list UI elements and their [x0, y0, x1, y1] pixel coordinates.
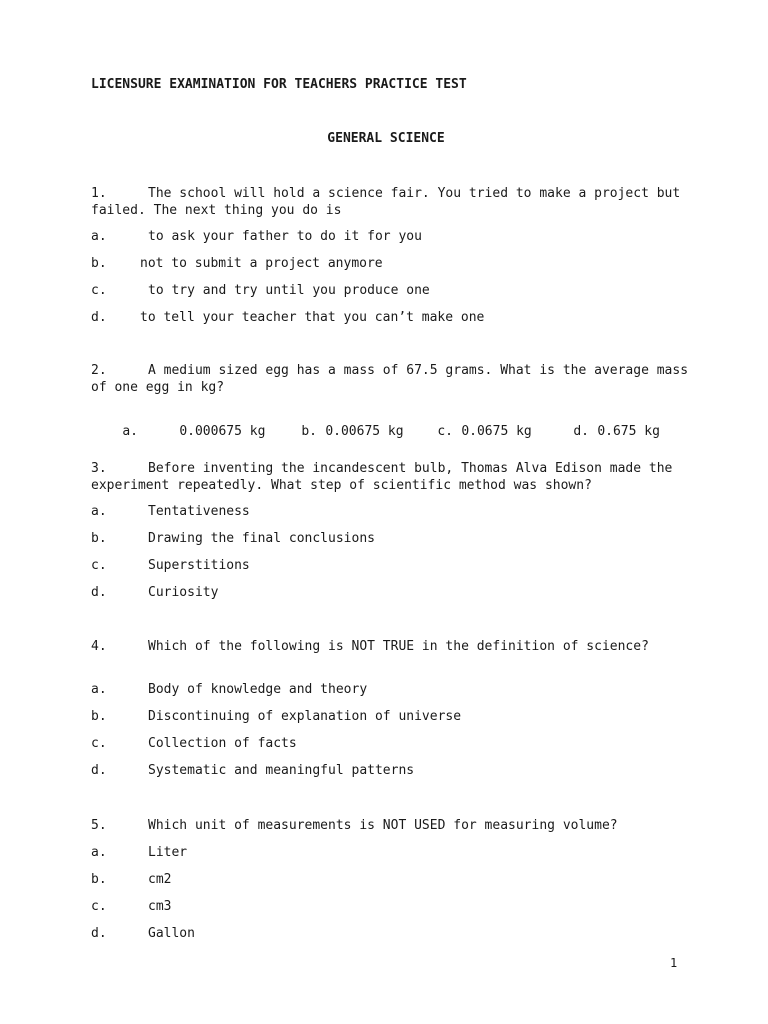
- option-text: to ask your father to do it for you: [148, 229, 422, 244]
- option-letter: a.: [91, 229, 107, 244]
- option-text: Superstitions: [148, 558, 250, 573]
- option-4c: [91, 735, 297, 752]
- option-letter: b.: [91, 256, 107, 271]
- option-text: Discontinuing of explanation of universe: [148, 709, 462, 724]
- option-text: cm2: [148, 872, 172, 887]
- option-text: Tentativeness: [148, 504, 250, 519]
- option-text: 0.00675 kg: [325, 424, 404, 439]
- option-4b: [91, 708, 461, 725]
- question-text: The school will hold a science fair. You tried to make a project but failed. The next thing you do is: [91, 186, 681, 218]
- option-1b: [91, 255, 383, 272]
- question-3: [91, 460, 691, 494]
- options-row-2: [91, 406, 660, 457]
- question-number: 1.: [91, 186, 107, 201]
- option-letter: c.: [91, 899, 107, 914]
- question-4: [91, 638, 691, 655]
- page-number: 1: [670, 956, 678, 970]
- option-text: Body of knowledge and theory: [148, 682, 368, 697]
- option-5a: [91, 844, 187, 861]
- question-2: [91, 362, 691, 396]
- option-letter: b.: [91, 872, 107, 887]
- option-letter: d.: [91, 310, 107, 325]
- section-title: GENERAL SCIENCE: [327, 131, 445, 146]
- option-3d: [91, 584, 218, 601]
- option-1a: [91, 228, 422, 245]
- option-5d: [91, 925, 195, 942]
- option-letter: c.: [91, 558, 107, 573]
- option-letter: c.: [437, 424, 453, 439]
- question-text: A medium sized egg has a mass of 67.5 grams. What is the average mass of one egg in kg?: [91, 363, 689, 395]
- question-number: 3.: [91, 461, 107, 476]
- option-letter: d.: [91, 585, 107, 600]
- option-letter: a.: [91, 845, 107, 860]
- option-text: Gallon: [148, 926, 195, 941]
- option-letter: c.: [91, 283, 107, 298]
- question-text: Before inventing the incandescent bulb, Thomas Alva Edison made the experiment repeatedly. What step of scientific method was shown?: [91, 461, 673, 493]
- question-number: 4.: [91, 639, 107, 654]
- option-text: Collection of facts: [148, 736, 297, 751]
- option-1d: [91, 309, 484, 326]
- question-text: Which of the following is NOT TRUE in the definition of science?: [148, 639, 649, 654]
- option-text: Liter: [148, 845, 188, 860]
- option-3a: [91, 503, 250, 520]
- option-1c: [91, 282, 430, 299]
- option-3c: [91, 557, 250, 574]
- question-1: [91, 185, 691, 219]
- option-text: to tell your teacher that you can’t make one: [140, 310, 485, 325]
- option-text: not to submit a project anymore: [140, 256, 383, 271]
- option-4a: [91, 681, 367, 698]
- option-4d: [91, 762, 414, 779]
- option-letter: b.: [91, 531, 107, 546]
- option-letter: c.: [91, 736, 107, 751]
- option-letter: d.: [91, 926, 107, 941]
- option-letter: a.: [122, 424, 138, 439]
- option-letter: b.: [301, 424, 317, 439]
- question-number: 2.: [91, 363, 107, 378]
- option-text: 0.000675 kg: [179, 424, 266, 439]
- option-text: Drawing the final conclusions: [148, 531, 375, 546]
- option-text: 0.0675 kg: [461, 424, 532, 439]
- option-text: Systematic and meaningful patterns: [148, 763, 415, 778]
- option-letter: d.: [91, 763, 107, 778]
- question-5: [91, 817, 691, 834]
- option-letter: b.: [91, 709, 107, 724]
- option-text: cm3: [148, 899, 172, 914]
- option-letter: a.: [91, 504, 107, 519]
- option-text: Curiosity: [148, 585, 219, 600]
- document-title: LICENSURE EXAMINATION FOR TEACHERS PRACTICE TEST: [91, 77, 467, 92]
- option-text: to try and try until you produce one: [148, 283, 430, 298]
- option-letter: a.: [91, 682, 107, 697]
- question-text: Which unit of measurements is NOT USED for measuring volume?: [148, 818, 618, 833]
- option-5c: [91, 898, 171, 915]
- option-5b: [91, 871, 171, 888]
- option-letter: d.: [573, 424, 589, 439]
- option-text: 0.675 kg: [597, 424, 660, 439]
- option-3b: [91, 530, 375, 547]
- question-number: 5.: [91, 818, 107, 833]
